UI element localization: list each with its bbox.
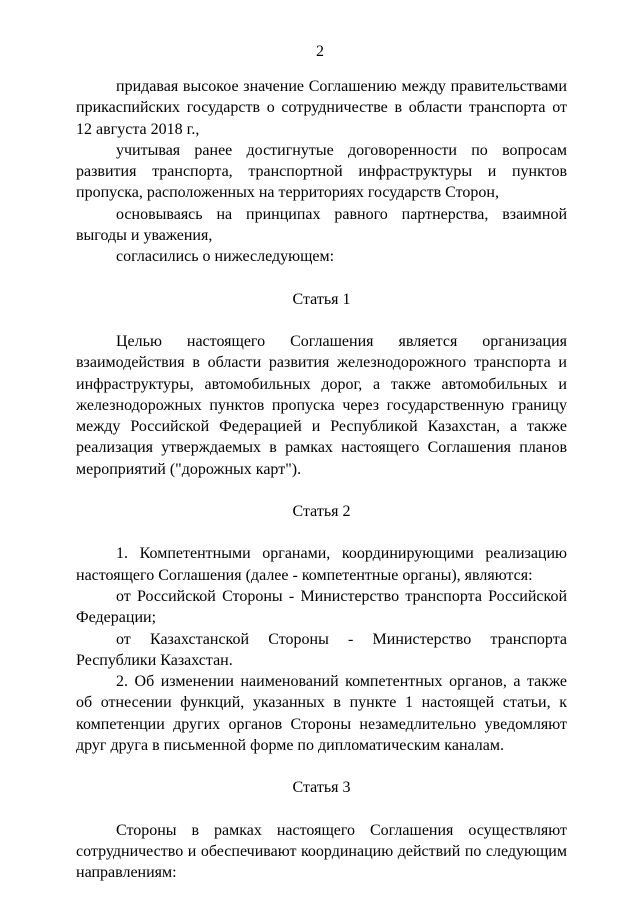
preamble-paragraph: основываясь на принципах равного партнерства, взаимной выгоды и уважения, bbox=[76, 205, 567, 245]
article-3-title: Статья 3 bbox=[292, 779, 351, 797]
article-2-paragraph: от Казахстанской Стороны - Министерство транспорта Республики Казахстан. bbox=[76, 630, 567, 669]
page-number: 2 bbox=[316, 43, 324, 60]
preamble-paragraph: придавая высокое значение Соглашению между правительствами прикаспийских государств о сотрудничестве в области транспорта от 12 августа 2018 г., bbox=[76, 78, 567, 138]
article-1-title: Статья 1 bbox=[292, 290, 351, 308]
preamble-paragraph: учитывая ранее достигнутые договоренности по вопросам развития транспорта, транспортной инфраструктуры и пунктов пропуска, расположенных на территориях государств Сторон, bbox=[76, 141, 567, 202]
article-2-paragraph: 1. Компетентными органами, координирующими реализацию настоящего Соглашения (далее - компетентные органы), являются: bbox=[76, 545, 567, 584]
article-3-paragraph: Стороны в рамках настоящего Соглашения осуществляют сотрудничество и обеспечивают координацию действий по следующим направлениям: bbox=[76, 821, 567, 882]
article-1-paragraph: Целью настоящего Соглашения является организация взаимодействия в области развития железнодорожного транспорта и инфраструктуры, автомобильных дорог, а также автомобильных и железнодорожных пунктов пропуска через государственную границу между Российской Федерацией и Республикой Казахстан, а также реализация утверждаемых в рамках настоящего Соглашения планов мероприятий ("дорожных карт"). bbox=[76, 332, 567, 478]
document-body bbox=[76, 76, 567, 884]
article-2-title: Статья 2 bbox=[292, 503, 351, 521]
article-2-paragraph: 2. Об изменении наименований компетентных органов, а также об отнесении функций, указанных в пункте 1 настоящей статьи, к компетенции других органов Стороны незамедлительно уведомляют друг друга в письменной форме по дипломатическим каналам. bbox=[76, 673, 567, 755]
preamble-paragraph: согласились о нижеследующем: bbox=[116, 248, 335, 266]
article-2-paragraph: от Российской Стороны - Министерство транспорта Российской Федерации; bbox=[76, 587, 567, 627]
